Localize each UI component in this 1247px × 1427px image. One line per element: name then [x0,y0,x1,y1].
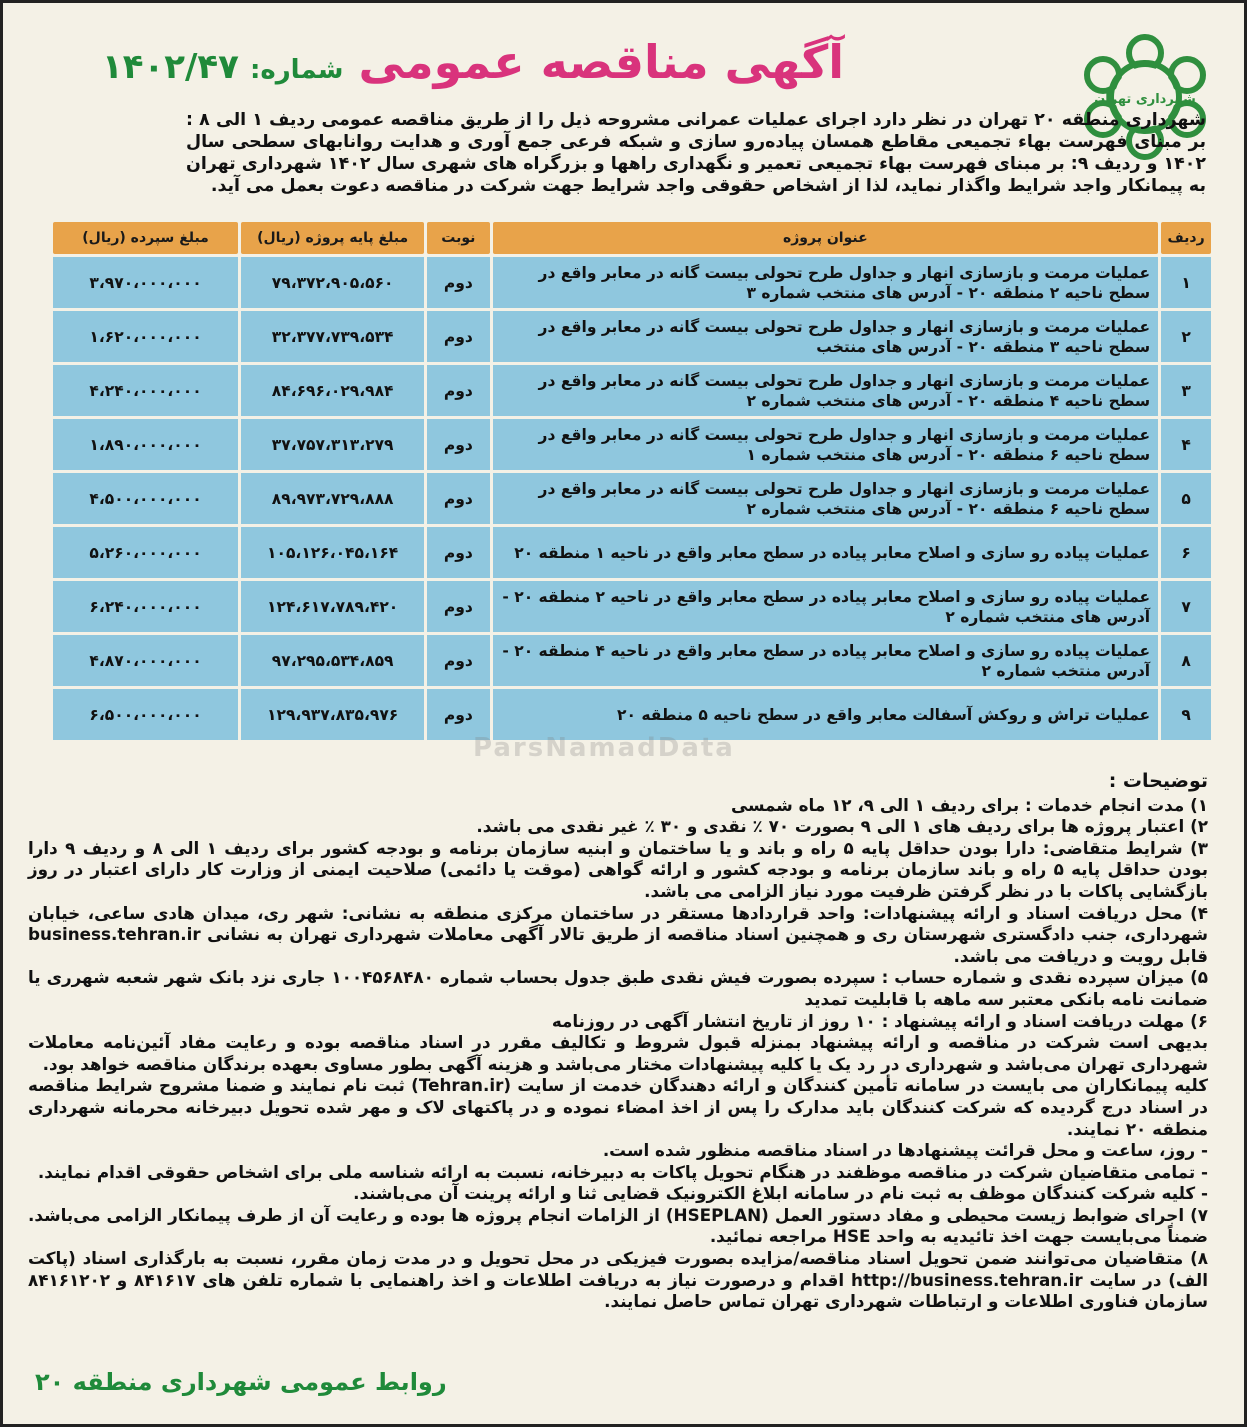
deposit-amount: ۴،۸۷۰،۰۰۰،۰۰۰ [53,635,238,686]
note-item: کلیه پیمانکاران می بایست در سامانه تأمین کنندگان و ارائه دهندگان خدمت از سایت (Tehran.ir) ثبت نام نمایند و ضمنا مشروح شرایط مناقصه در اسناد درج گردیده که شرکت کنندگان باید مدارک را پس از اخذ امضاء نموده و در پاکتهای لاک و مهر شده تحویل دبیرخانه محرمانه شهرداری منطقه ۲۰ نمایند. [28,1075,1208,1139]
row-number: ۲ [1161,311,1211,362]
project-title: عملیات مرمت و بازسازی انهار و جداول طرح تحولی بیست گانه در معابر واقع در سطح ناحیه ۲ منطقه ۲۰ - آدرس های منتخب شماره ۳ [493,257,1159,308]
round: دوم [427,473,489,524]
page-title: آگهی مناقصه عمومی [358,35,844,89]
row-number: ۱ [1161,257,1211,308]
row-number: ۹ [1161,689,1211,740]
round: دوم [427,311,489,362]
project-title: عملیات پیاده رو سازی و اصلاح معابر پیاده در سطح معابر واقع در ناحیه ۱ منطقه ۲۰ [493,527,1159,578]
table-header-row [53,222,1211,254]
round: دوم [427,689,489,740]
intro-paragraph [186,109,1206,197]
round: دوم [427,257,489,308]
title-block [102,35,844,89]
row-number: ۳ [1161,365,1211,416]
note-item: ۲) اعتبار پروژه ها برای ردیف های ۱ الی ۹ بصورت ۷۰ ٪ نقدی و ۳۰ ٪ غیر نقدی می باشد. [476,816,1208,837]
notes-heading: توضیحات : [1108,770,1208,792]
table-row [53,527,1211,578]
note-item: ۱) مدت انجام خدمات : برای ردیف ۱ الی ۹، ۱۲ ماه شمسی [730,794,1208,815]
row-number: ۷ [1161,581,1211,632]
header [3,9,1244,117]
round: دوم [427,419,489,470]
note-item: ۳) شرایط متقاضی: دارا بودن حداقل پایه ۵ راه و باند و یا ساختمان و ابنیه سازمان برنامه و بودجه کشور برای ردیف ۱ الی ۸ و ردیف ۹ دارا بودن حداقل پایه ۵ راه و باند سازمان برنامه و بودجه کشور و ارائه گواهی (موقت یا دائمی) صلاحیت ایمنی از وزارت کار دارای اعتبار در روز بازگشایی پاکات با در نظر گرفتن ظرفیت مورد نیاز الزامی می باشد. [28,837,1209,901]
table-row [53,581,1211,632]
header-row-number: ردیف [1161,222,1211,254]
note-item: - کلیه شرکت کنندگان موظف به ثبت نام در سامانه ابلاغ الکترونیک قضایی ثنا و ارائه پرینت آن می‌باشند. [353,1183,1208,1204]
header-base-amount: مبلغ پایه پروژه (ریال) [241,222,424,254]
project-title: عملیات مرمت و بازسازی انهار و جداول طرح تحولی بیست گانه در معابر واقع در سطح ناحیه ۶ منطقه ۲۰ - آدرس های منتخب شماره ۲ [493,473,1159,524]
project-title: عملیات پیاده رو سازی و اصلاح معابر پیاده در سطح معابر واقع در ناحیه ۴ منطقه ۲۰ - آدرس منتخب شماره ۲ [493,635,1159,686]
project-title: عملیات مرمت و بازسازی انهار و جداول طرح تحولی بیست گانه در معابر واقع در سطح ناحیه ۴ منطقه ۲۰ - آدرس های منتخب شماره ۲ [493,365,1159,416]
intro-organization: شهرداری منطقه ۲۰ تهران [978,110,1207,130]
table-row [53,257,1211,308]
base-amount: ۷۹،۳۷۲،۹۰۵،۵۶۰ [241,257,424,308]
base-amount: ۹۷،۲۹۵،۵۳۴،۸۵۹ [241,635,424,686]
round: دوم [427,635,489,686]
header-round: نوبت [427,222,489,254]
base-amount: ۳۲،۳۷۷،۷۳۹،۵۳۴ [241,311,424,362]
round: دوم [427,527,489,578]
base-amount: ۱۲۴،۶۱۷،۷۸۹،۴۲۰ [241,581,424,632]
base-amount: ۱۲۹،۹۳۷،۸۳۵،۹۷۶ [241,689,424,740]
deposit-amount: ۶،۵۰۰،۰۰۰،۰۰۰ [53,689,238,740]
footer-signature: روابط عمومی شهرداری منطقه ۲۰ [35,1368,447,1396]
note-item: ۴) محل دریافت اسناد و ارائه پیشنهادات: واحد قراردادها مستقر در ساختمان مرکزی منطقه به نشانی: شهر ری، میدان هادی ساعی، خیابان شهرداری، جنب دادگستری شهرستان ری و همچنین اسناد مناقصه از طریق تالار آگهی معاملات شهرداری تهران به نشانی business.tehran.ir قابل رویت و دریافت می باشد. [28,902,1208,966]
base-amount: ۱۰۵،۱۲۶،۰۴۵،۱۶۴ [241,527,424,578]
row-number: ۴ [1161,419,1211,470]
projects-table [50,219,1214,743]
deposit-amount: ۵،۲۶۰،۰۰۰،۰۰۰ [53,527,238,578]
notes-section [28,771,1208,1313]
watermark: ParsNamadData [473,733,735,763]
notice-number: ۱۴۰۲/۴۷ [101,47,239,87]
intro-text: در نظر دارد اجرای عملیات عمرانی مشروحه ذیل را از طریق مناقصه عمومی ردیف ۱ الی ۸ : بر مبنای فهرست بهاء تجمیعی مقاطع همسان پیاده‌رو سازی و شبکه فرعی جمع آوری و هدایت روانابهای سطحی سال ۱۴۰۲ و ردیف ۹: بر مبنای فهرست بهاء تجمیعی تعمیر و نگهداری راهها و بزرگراه های شهری سال ۱۴۰۲ شهرداری تهران به پیمانکار واجد شرایط واگذار نماید، لذا از اشخاص حقوقی واجد شرایط جهت شرکت در مناقصه دعوت بعمل می آید. [186,110,1206,196]
table-row [53,635,1211,686]
logo-text: شهرداری تهران [1094,92,1196,107]
table-row [53,365,1211,416]
table-row [53,419,1211,470]
project-title: عملیات مرمت و بازسازی انهار و جداول طرح تحولی بیست گانه در معابر واقع در سطح ناحیه ۳ منطقه ۲۰ - آدرس های منتخب [493,311,1159,362]
deposit-amount: ۶،۲۴۰،۰۰۰،۰۰۰ [53,581,238,632]
note-item: - تمامی متقاضیان شرکت در مناقصه موظفند در هنگام تحویل پاکات به دبیرخانه، نسبت به ارائه شناسه ملی برای اشخاص حقوقی اقدام نمایند. [37,1161,1208,1182]
deposit-amount: ۱،۶۲۰،۰۰۰،۰۰۰ [53,311,238,362]
round: دوم [427,581,489,632]
note-item: ۶) مهلت دریافت اسناد و ارائه پیشنهاد : ۱۰ روز از تاریخ انتشار آگهی در روزنامه [551,1010,1208,1031]
note-item: بدیهی است شرکت در مناقصه و ارائه پیشنهاد بمنزله قبول شروط و تکالیف مقرر در اسناد مناقصه بوده و رعایت مفاد آئین‌نامه معاملات شهرداری تهران می‌باشد و شهرداری در رد یک یا کلیه پیشنهادات مختار می‌باشد و هزینه آگهی بطور مساوی بعهده برندگان مناقصه خواهد بود. [28,1032,1208,1074]
table-row [53,473,1211,524]
base-amount: ۸۴،۶۹۶،۰۲۹،۹۸۴ [241,365,424,416]
base-amount: ۳۷،۷۵۷،۳۱۳،۲۷۹ [241,419,424,470]
note-item: ۵) میزان سپرده نقدی و شماره حساب : سپرده بصورت فیش نقدی طبق جدول بحساب شماره ۱۰۰۴۵۶۸۴۸۰ جاری نزد بانک شهر شعبه شهرری یا ضمانت نامه بانکی معتبر سه ماهه با قابلیت تمدید [28,967,1208,1009]
note-item: ۷) اجرای ضوابط زیست محیطی و مفاد دستور العمل (HSEPLAN) از الزامات انجام پروژه ها بوده و رعایت آن از طرف پیمانکار الزامی می‌باشد. ضمناً می‌بایست جهت اخذ تائیدیه به واحد HSE مراجعه نمائید. [28,1204,1208,1247]
deposit-amount: ۳،۹۷۰،۰۰۰،۰۰۰ [53,257,238,308]
row-number: ۵ [1161,473,1211,524]
base-amount: ۸۹،۹۷۳،۷۲۹،۸۸۸ [241,473,424,524]
header-deposit-amount: مبلغ سپرده (ریال) [53,222,238,254]
row-number: ۸ [1161,635,1211,686]
notice-number-label: شماره: [249,55,344,85]
note-item: - روز، ساعت و محل قرائت پیشنهادها در اسناد مناقصه منظور شده است. [602,1140,1208,1161]
round: دوم [427,365,489,416]
deposit-amount: ۴،۲۴۰،۰۰۰،۰۰۰ [53,365,238,416]
project-title: عملیات مرمت و بازسازی انهار و جداول طرح تحولی بیست گانه در معابر واقع در سطح ناحیه ۶ منطقه ۲۰ - آدرس های منتخب شماره ۱ [493,419,1159,470]
row-number: ۶ [1161,527,1211,578]
project-title: عملیات تراش و روکش آسفالت معابر واقع در سطح ناحیه ۵ منطقه ۲۰ [493,689,1159,740]
project-title: عملیات پیاده رو سازی و اصلاح معابر پیاده در سطح معابر واقع در ناحیه ۲ منطقه ۲۰ - آدرس های منتخب شماره ۲ [493,581,1159,632]
table-row [53,311,1211,362]
deposit-amount: ۴،۵۰۰،۰۰۰،۰۰۰ [53,473,238,524]
header-project-title: عنوان پروژه [493,222,1159,254]
deposit-amount: ۱،۸۹۰،۰۰۰،۰۰۰ [53,419,238,470]
note-item: ۸) متقاضیان می‌توانند ضمن تحویل اسناد مناقصه/مزایده بصورت فیزیکی در محل تحویل و در مدت زمان مقرر، نسبت به بارگذاری اسناد (پاکت الف) در سایت http://business.tehran.ir اقدام و درصورت نیاز به دریافت اطلاعات و اخذ راهنمایی با شماره تلفن های ۸۴۱۶۱۷ و ۸۴۱۶۱۲۰۲ سازمان فناوری اطلاعات و ارتباطات شهرداری تهران تماس حاصل نمایند. [28,1248,1208,1312]
